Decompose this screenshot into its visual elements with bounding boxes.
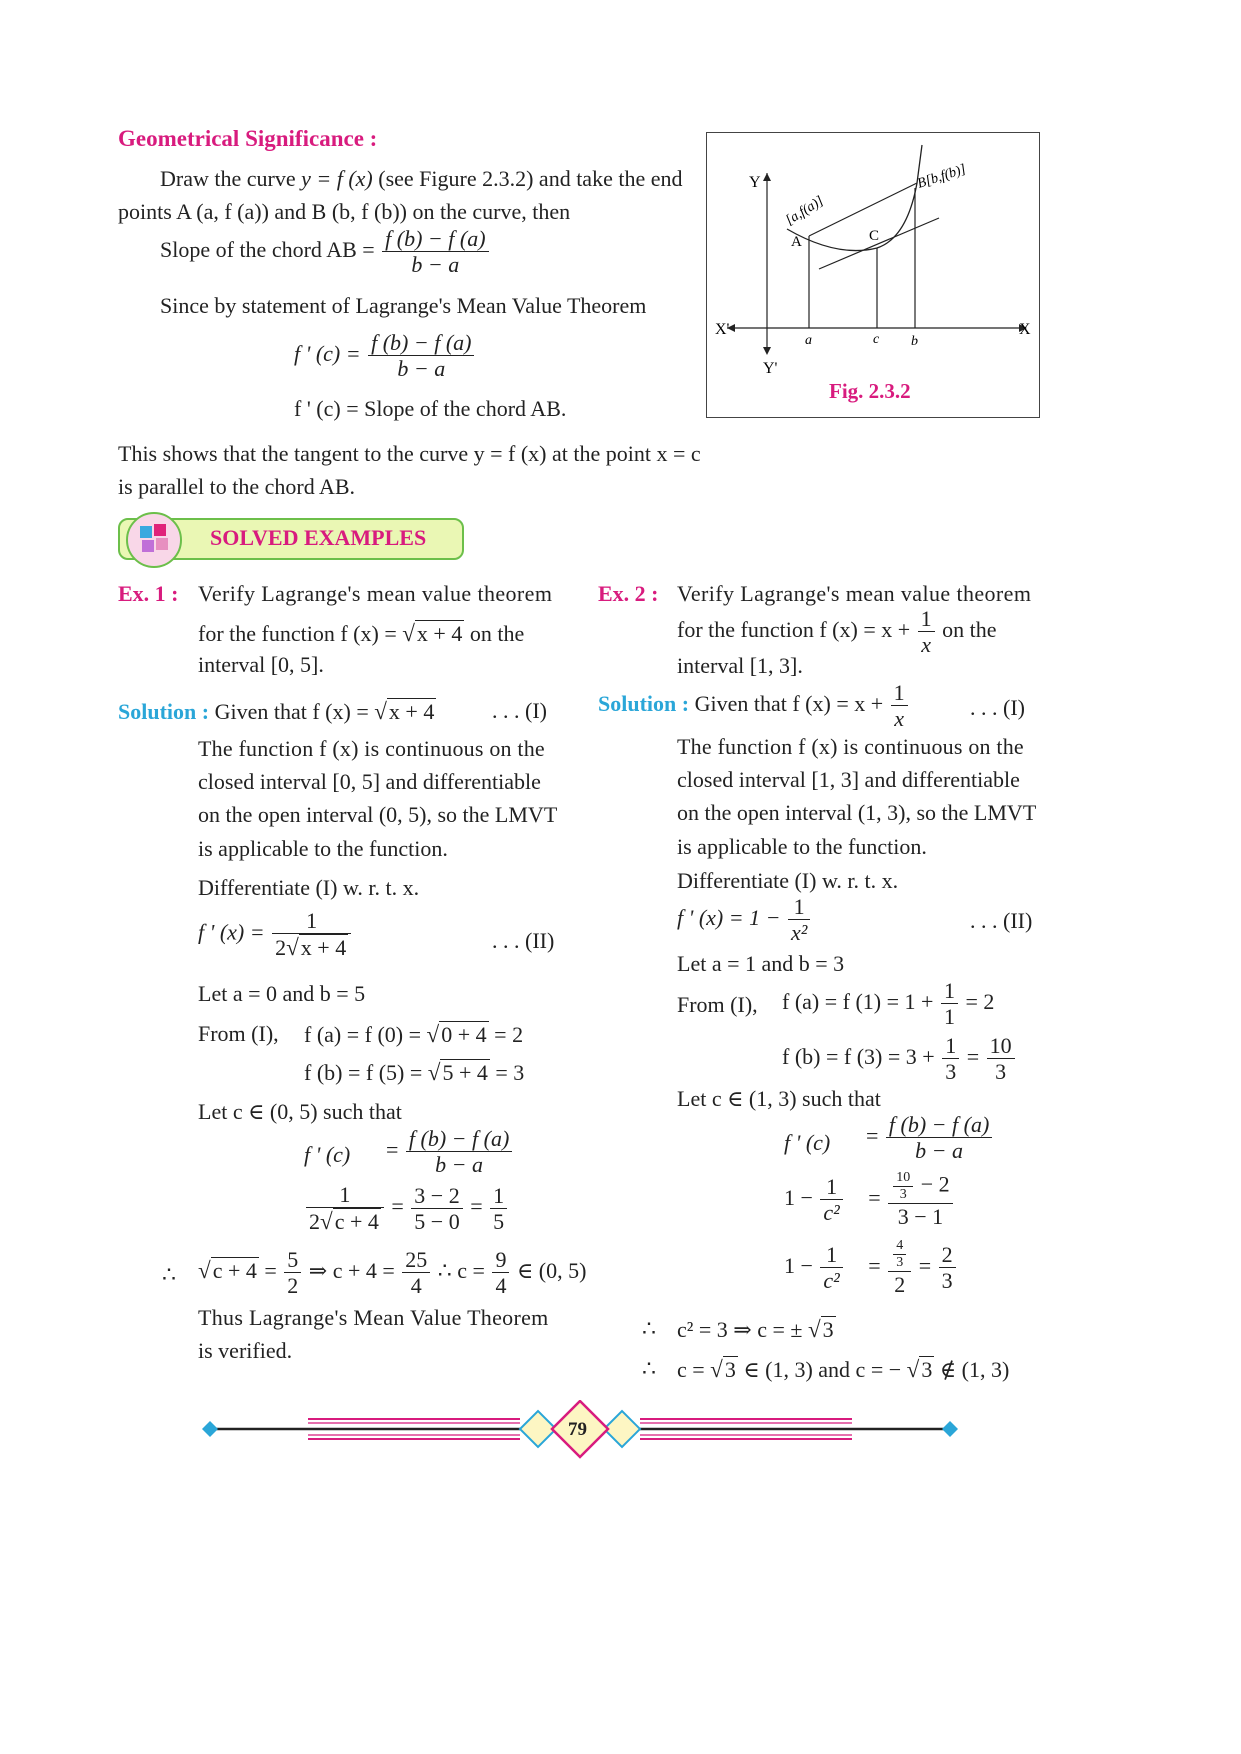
ex1-from: From (I), bbox=[198, 1021, 279, 1046]
ex1-fpc-eq: = $\frac{f (b) - f (a)}{b - a}$ bbox=[386, 1126, 514, 1178]
ex1-para-2: closed interval [0, 5] and differentiable bbox=[198, 769, 541, 794]
ex2-therefore-1-symbol: ∴ bbox=[642, 1316, 656, 1341]
ex1-derivative: f ' (x) = $\frac{1}{2√x + 4}$ bbox=[198, 908, 353, 961]
ex2-fpc-eq: = $\frac{f (b) - f (a)}{b - a}$ bbox=[866, 1112, 994, 1164]
ex1-let: Let a = 0 and b = 5 bbox=[198, 981, 366, 1006]
ex1-thus-1: Thus Lagrange's Mean Value Theorem bbox=[198, 1305, 549, 1330]
axis-label-x: X bbox=[1019, 321, 1031, 338]
point-C: C bbox=[869, 228, 880, 244]
ex2-para-3: on the open interval (1, 3), so the LMVT bbox=[677, 800, 1037, 825]
ex1-solution: Solution : Given that f (x) = √x + 4 bbox=[118, 698, 435, 724]
tick-c: c bbox=[873, 332, 880, 347]
geo-since: Since by statement of Lagrange's Mean Value Theorem bbox=[160, 293, 647, 318]
ex2-therefore-2-symbol: ∴ bbox=[642, 1356, 656, 1381]
ex1-para-3: on the open interval (0, 5), so the LMVT bbox=[198, 802, 558, 827]
ex2-question-3: interval [1, 3]. bbox=[677, 653, 803, 678]
ex2-let-c: Let c ∈ (1, 3) such that bbox=[677, 1086, 881, 1111]
tick-a: a bbox=[805, 333, 812, 348]
ex2-derivative: f ' (x) = 1 − $\frac{1}{\text{x²}}$ bbox=[677, 894, 812, 946]
ex1-para-4: is applicable to the function. bbox=[198, 836, 448, 861]
figure-caption: Fig. 2.3.2 bbox=[829, 379, 911, 403]
solved-examples-title: SOLVED EXAMPLES bbox=[210, 525, 427, 550]
ex1-question-1: Verify Lagrange's mean value theorem bbox=[198, 581, 553, 606]
ex1-therefore-symbol: ∴ bbox=[162, 1262, 176, 1287]
ex1-question-3: interval [0, 5]. bbox=[198, 652, 324, 677]
ex2-fa: f (a) = f (1) = 1 + $\frac{1}{1}$ = 2 bbox=[782, 978, 995, 1030]
ex1-let-c: Let c ∈ (0, 5) such that bbox=[198, 1099, 402, 1124]
ex1-question-2: for the function f (x) = √x + 4 on the bbox=[198, 620, 525, 646]
page-number: 79 bbox=[568, 1419, 587, 1440]
ex1-tag: Ex. 1 : bbox=[118, 581, 179, 606]
ex1-ref-1: . . . (I) bbox=[492, 698, 547, 723]
ex1-fb: f (b) = f (5) = √5 + 4 = 3 bbox=[304, 1059, 525, 1085]
ex2-from: From (I), bbox=[677, 992, 758, 1017]
tick-b: b bbox=[911, 334, 918, 349]
geo-line-2: points A (a, f (a)) and B (b, f (b)) on the curve, then bbox=[118, 199, 571, 224]
ex2-differentiate: Differentiate (I) w. r. t. x. bbox=[677, 868, 899, 893]
ex1-thus-2: is verified. bbox=[198, 1338, 293, 1363]
ex2-fpc: f ' (c) bbox=[784, 1130, 831, 1155]
ex1-equation: $\frac{1}{2√c + 4}$ = $\frac{3 - 2}{5 - 0}$ = $\frac{1}{5}$ bbox=[304, 1182, 509, 1235]
ex2-para-1: The function f (x) is continuous on the bbox=[677, 734, 1024, 759]
point-A: A bbox=[791, 234, 802, 250]
fc-formula: f ' (c) = $\frac{f (b) - f (a)}{b - a}$ bbox=[294, 330, 476, 382]
ex1-fa: f (a) = f (0) = √0 + 4 = 2 bbox=[304, 1021, 524, 1047]
ex2-fb: f (b) = f (3) = 3 + $\frac{1}{3}$ = $\frac{10}{3}$ bbox=[782, 1033, 1017, 1085]
ex2-para-4: is applicable to the function. bbox=[677, 834, 927, 859]
figure-box bbox=[706, 132, 1040, 418]
point-B-coord: B[b,f(b)] bbox=[915, 162, 968, 192]
ex2-ref-2: . . . (II) bbox=[970, 908, 1033, 933]
lmvt-graph bbox=[707, 133, 1039, 417]
ex1-ref-2: . . . (II) bbox=[492, 928, 555, 953]
ex1-conclusion: √c + 4 = $\frac{5}{2}$ ⇒ c + 4 = $\frac{25}{4}$ ∴ c = $\frac{9}{4}$ ∈ (0, 5) bbox=[198, 1247, 587, 1299]
ex2-step-1: 1 − $\frac{1}{\text{c²}}$ = $\frac{10}{3}$ − 2 3 − 1 bbox=[784, 1170, 955, 1229]
ex2-question-2: for the function f (x) = x + $\frac{1}{x}$ on the bbox=[677, 606, 997, 658]
ex2-step-2: 1 − $\frac{1}{\text{c²}}$ = $\frac{\frac{4}{3}}{2}$ = $\frac{2}{3}$ bbox=[784, 1238, 958, 1297]
axis-label-y: Y bbox=[749, 174, 761, 191]
section-heading: Geometrical Significance : bbox=[118, 126, 378, 151]
slope-formula: Slope of the chord AB = $\frac{f (b) - f (a)}{b - a}$ bbox=[160, 226, 491, 278]
ex1-differentiate: Differentiate (I) w. r. t. x. bbox=[198, 875, 420, 900]
axis-label-y2: Y' bbox=[763, 360, 778, 377]
ex2-let: Let a = 1 and b = 3 bbox=[677, 951, 845, 976]
ex2-therefore-1: c² = 3 ⇒ c = ± √3 bbox=[677, 1316, 834, 1342]
ex2-ref-1: . . . (I) bbox=[970, 695, 1025, 720]
fc-slope: f ' (c) = Slope of the chord AB. bbox=[294, 396, 567, 421]
ex2-solution: Solution : Given that f (x) = x + $\frac{1}{x}$ bbox=[598, 680, 910, 732]
ex1-fpc: f ' (c) bbox=[304, 1142, 351, 1167]
geo-shows-1: This shows that the tangent to the curve y = f (x) at the point x = c bbox=[118, 441, 701, 466]
ex2-para-2: closed interval [1, 3] and differentiable bbox=[677, 767, 1020, 792]
ex1-para-1: The function f (x) is continuous on the bbox=[198, 736, 545, 761]
point-A-coord: [a,f(a)] bbox=[783, 193, 827, 229]
ex2-therefore-2: c = √3 ∈ (1, 3) and c = − √3 ∉ (1, 3) bbox=[677, 1356, 1010, 1382]
geo-line-1: Draw the curve y = f (x) (see Figure 2.3.2) and take the end bbox=[160, 166, 683, 191]
geo-shows-2: is parallel to the chord AB. bbox=[118, 474, 356, 499]
ex2-tag: Ex. 2 : bbox=[598, 581, 659, 606]
axis-label-x2: X' bbox=[715, 321, 730, 338]
puzzle-icon bbox=[126, 512, 182, 568]
ex2-question-1: Verify Lagrange's mean value theorem bbox=[677, 581, 1032, 606]
